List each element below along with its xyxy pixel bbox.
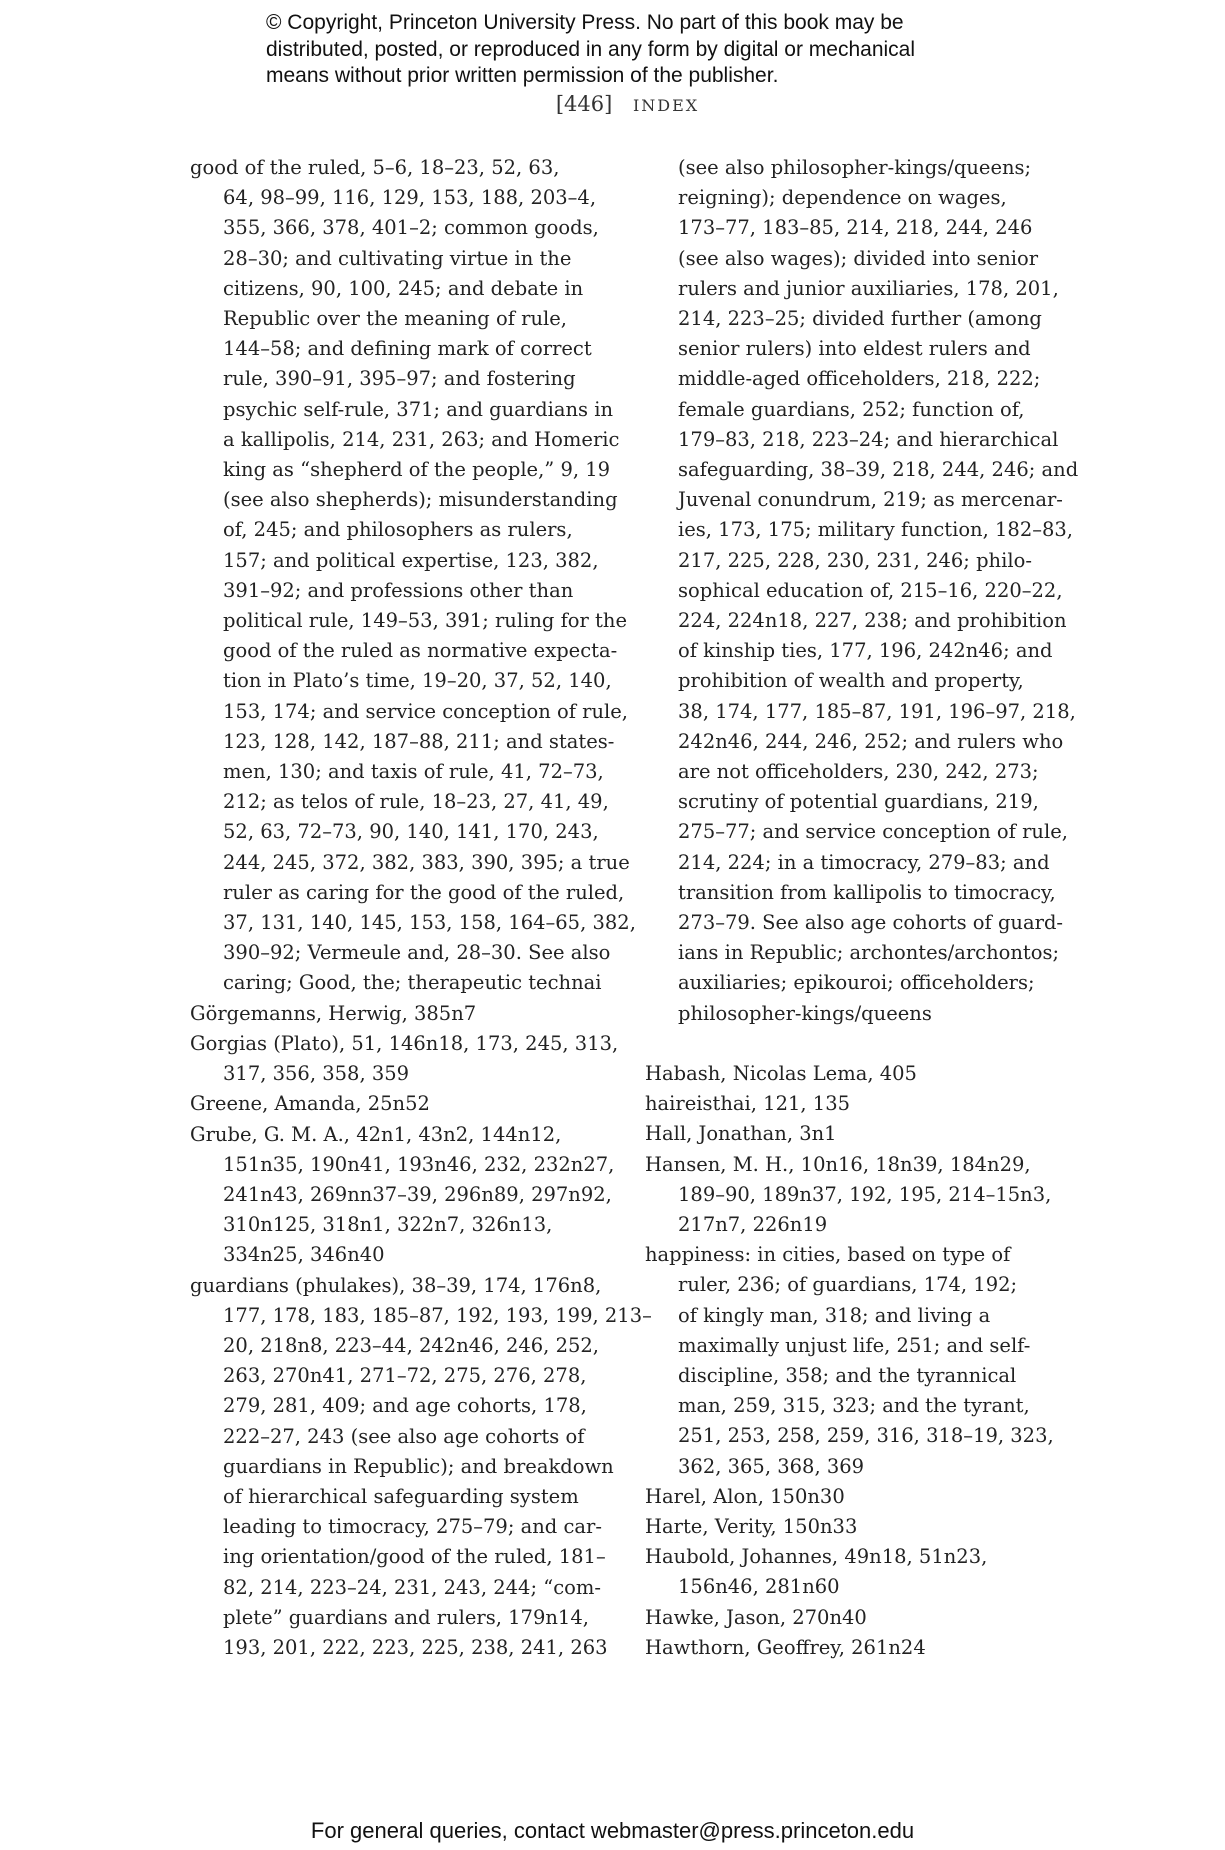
- index-subline: 224, 224n18, 227, 238; and prohibition: [678, 609, 1067, 633]
- index-subline: 244, 245, 372, 382, 383, 390, 395; a true: [223, 850, 630, 874]
- index-subline: (see also philosopher-kings/queens;: [678, 156, 1032, 179]
- index-subline: plete” guardians and rulers, 179n14,: [223, 1605, 589, 1629]
- index-entry: Harte, Verity, 150n33: [645, 1514, 858, 1538]
- index-subline: political rule, 149–53, 391; ruling for the: [223, 609, 627, 633]
- index-entry: Görgemanns, Herwig, 385n7: [190, 1001, 477, 1025]
- index-subline: middle-aged officeholders, 218, 222;: [678, 367, 1041, 391]
- copyright-line: © Copyright, Princeton University Press. No part of this book may be: [266, 11, 904, 34]
- index-subline: 177, 178, 183, 185–87, 192, 193, 199, 213–: [223, 1303, 652, 1327]
- index-subline: 217, 225, 228, 230, 231, 246; philo-: [678, 548, 1032, 572]
- index-subline: 263, 270n41, 271–72, 275, 276, 278,: [223, 1364, 587, 1388]
- index-subline: sophical education of, 215–16, 220–22,: [678, 578, 1063, 602]
- index-column-left: [190, 153, 652, 1663]
- index-subline: man, 259, 315, 323; and the tyrant,: [678, 1394, 1030, 1418]
- index-subline: 251, 253, 258, 259, 316, 318–19, 323,: [678, 1424, 1054, 1448]
- index-subline: of, 245; and philosophers as rulers,: [223, 518, 573, 542]
- index-subline: 241n43, 269nn37–39, 296n89, 297n92,: [223, 1182, 612, 1206]
- index-subline: philosopher-kings/queens: [678, 1001, 932, 1025]
- index-subline: 317, 356, 358, 359: [223, 1062, 410, 1086]
- copyright-line: means without prior written permission of the publisher.: [266, 64, 779, 87]
- index-subline: ing orientation/good of the ruled, 181–: [223, 1545, 606, 1569]
- index-subline: are not officeholders, 230, 242, 273;: [678, 760, 1039, 784]
- index-subline: senior rulers) into eldest rulers and: [678, 337, 1031, 361]
- index-subline: ians in Republic; archontes/archontos;: [678, 941, 1060, 965]
- section-label: INDEX: [632, 96, 700, 115]
- index-subline: 275–77; and service conception of rule,: [678, 820, 1068, 844]
- index-entry: Grube, G. M. A., 42n1, 43n2, 144n12,: [190, 1122, 562, 1146]
- index-entry: happiness: in cities, based on type of: [645, 1243, 1011, 1267]
- index-subline: 217n7, 226n19: [678, 1212, 828, 1236]
- index-subline: a kallipolis, 214, 231, 263; and Homeric: [223, 427, 620, 451]
- copyright-line: distributed, posted, or reproduced in any form by digital or mechanical: [266, 37, 916, 61]
- index-subline: 214, 223–25; divided further (among: [678, 307, 1042, 331]
- running-header: [0, 92, 1225, 116]
- index-subline: citizens, 90, 100, 245; and debate in: [223, 276, 584, 300]
- index-entry: Hansen, M. H., 10n16, 18n39, 184n29,: [645, 1152, 1031, 1176]
- index-subline: good of the ruled as normative expecta-: [223, 639, 618, 663]
- index-subline: (see also shepherds); misunderstanding: [223, 488, 618, 512]
- index-entry: haireisthai, 121, 135: [645, 1092, 851, 1116]
- index-subline: 38, 174, 177, 185–87, 191, 196–97, 218,: [678, 699, 1076, 723]
- index-subline: 153, 174; and service conception of rule,: [223, 699, 628, 723]
- copyright-notice: [266, 10, 986, 90]
- index-entry: Hall, Jonathan, 3n1: [645, 1122, 837, 1146]
- index-subline: of kingly man, 318; and living a: [678, 1303, 991, 1327]
- index-subline: 64, 98–99, 116, 129, 153, 188, 203–4,: [223, 186, 597, 210]
- index-subline: 37, 131, 140, 145, 153, 158, 164–65, 382,: [223, 911, 636, 935]
- index-subline: guardians in Republic); and breakdown: [223, 1454, 614, 1478]
- index-subline: 355, 366, 378, 401–2; common goods,: [223, 216, 599, 240]
- index-entry: Habash, Nicolas Lema, 405: [645, 1061, 917, 1085]
- index-subline: rule, 390–91, 395–97; and fostering: [223, 367, 576, 391]
- index-entry: Hawthorn, Geoffrey, 261n24: [645, 1635, 926, 1659]
- index-subline: 144–58; and defining mark of correct: [223, 337, 592, 361]
- index-subline: leading to timocracy, 275–79; and car-: [223, 1515, 602, 1539]
- index-subline: maximally unjust life, 251; and self-: [678, 1333, 1031, 1357]
- index-subline: scrutiny of potential guardians, 219,: [678, 790, 1039, 814]
- footer-contact: For general queries, contact webmaster@press.princeton.edu: [310, 1818, 915, 1843]
- index-subline: 212; as telos of rule, 18–23, 27, 41, 49,: [223, 790, 609, 814]
- index-subline: 179–83, 218, 223–24; and hierarchical: [678, 427, 1059, 451]
- index-subline: 156n46, 281n60: [678, 1575, 840, 1599]
- index-subline: 279, 281, 409; and age cohorts, 178,: [223, 1394, 587, 1418]
- index-subline: king as “shepherd of the people,” 9, 19: [223, 458, 611, 482]
- index-entry: Harel, Alon, 150n30: [645, 1484, 845, 1508]
- index-subline: 310n125, 318n1, 322n7, 326n13,: [223, 1213, 553, 1237]
- index-subline: safeguarding, 38–39, 218, 244, 246; and: [678, 458, 1079, 482]
- index-subline: 20, 218n8, 223–44, 242n46, 246, 252,: [223, 1333, 599, 1357]
- index-subline: auxiliaries; epikouroi; officeholders;: [678, 971, 1035, 995]
- index-entry: Greene, Amanda, 25n52: [190, 1092, 430, 1116]
- index-subline: Republic over the meaning of rule,: [223, 307, 567, 331]
- index-subline: (see also wages); divided into senior: [678, 246, 1039, 270]
- index-subline: reigning); dependence on wages,: [678, 186, 1007, 210]
- index-subline: 334n25, 346n40: [223, 1243, 385, 1267]
- index-subline: 52, 63, 72–73, 90, 140, 141, 170, 243,: [223, 820, 599, 844]
- index-subline: 151n35, 190n41, 193n46, 232, 232n27,: [223, 1152, 615, 1176]
- index-column-right: [645, 153, 1079, 1663]
- index-subline: 390–92; Vermeule and, 28–30. See also: [223, 941, 611, 965]
- index-subline: tion in Plato’s time, 19–20, 37, 52, 140,: [223, 669, 612, 693]
- index-entry: Hawke, Jason, 270n40: [645, 1605, 867, 1629]
- index-entry: Gorgias (Plato), 51, 146n18, 173, 245, 313,: [190, 1031, 619, 1055]
- index-subline: 189–90, 189n37, 192, 195, 214–15n3,: [678, 1182, 1052, 1206]
- entry-gap: [645, 1029, 1060, 1059]
- index-subline: 273–79. See also age cohorts of guard-: [678, 911, 1064, 935]
- index-subline: 193, 201, 222, 223, 225, 238, 241, 263: [223, 1635, 608, 1659]
- index-subline: ruler, 236; of guardians, 174, 192;: [678, 1273, 1018, 1297]
- index-subline: 362, 365, 368, 369: [678, 1454, 865, 1478]
- index-subline: rulers and junior auxiliaries, 178, 201,: [678, 276, 1059, 300]
- index-subline: ies, 173, 175; military function, 182–83,: [678, 518, 1073, 542]
- index-entry: guardians (phulakes), 38–39, 174, 176n8,: [190, 1273, 602, 1297]
- index-subline: 214, 224; in a timocracy, 279–83; and: [678, 850, 1050, 874]
- index-subline: men, 130; and taxis of rule, 41, 72–73,: [223, 760, 604, 784]
- index-subline: of kinship ties, 177, 196, 242n46; and: [678, 639, 1053, 663]
- index-subline: 173–77, 183–85, 214, 218, 244, 246: [678, 216, 1033, 240]
- index-subline: 123, 128, 142, 187–88, 211; and states-: [223, 729, 615, 753]
- index-subline: 222–27, 243 (see also age cohorts of: [223, 1424, 585, 1448]
- index-subline: female guardians, 252; function of,: [678, 397, 1025, 421]
- index-subline: 157; and political expertise, 123, 382,: [223, 548, 599, 572]
- index-subline: 82, 214, 223–24, 231, 243, 244; “com-: [223, 1575, 601, 1599]
- index-entry: good of the ruled, 5–6, 18–23, 52, 63,: [190, 156, 560, 179]
- index-subline: 28–30; and cultivating virtue in the: [223, 246, 572, 270]
- index-subline: transition from kallipolis to timocracy,: [678, 880, 1056, 904]
- index-entry: Haubold, Johannes, 49n18, 51n23,: [645, 1545, 988, 1569]
- index-subline: 391–92; and professions other than: [223, 578, 574, 602]
- index-subline: 242n46, 244, 246, 252; and rulers who: [678, 729, 1064, 753]
- index-subline: of hierarchical safeguarding system: [223, 1484, 579, 1508]
- index-subline: ruler as caring for the good of the ruled,: [223, 880, 625, 904]
- index-subline: discipline, 358; and the tyrannical: [678, 1363, 1017, 1387]
- page-number: [446]: [555, 92, 613, 116]
- index-subline: psychic self-rule, 371; and guardians in: [223, 397, 614, 421]
- index-subline: Juvenal conundrum, 219; as mercenar-: [678, 488, 1063, 512]
- index-subline: prohibition of wealth and property,: [678, 669, 1024, 693]
- index-subline: caring; Good, the; therapeutic technai: [223, 971, 602, 995]
